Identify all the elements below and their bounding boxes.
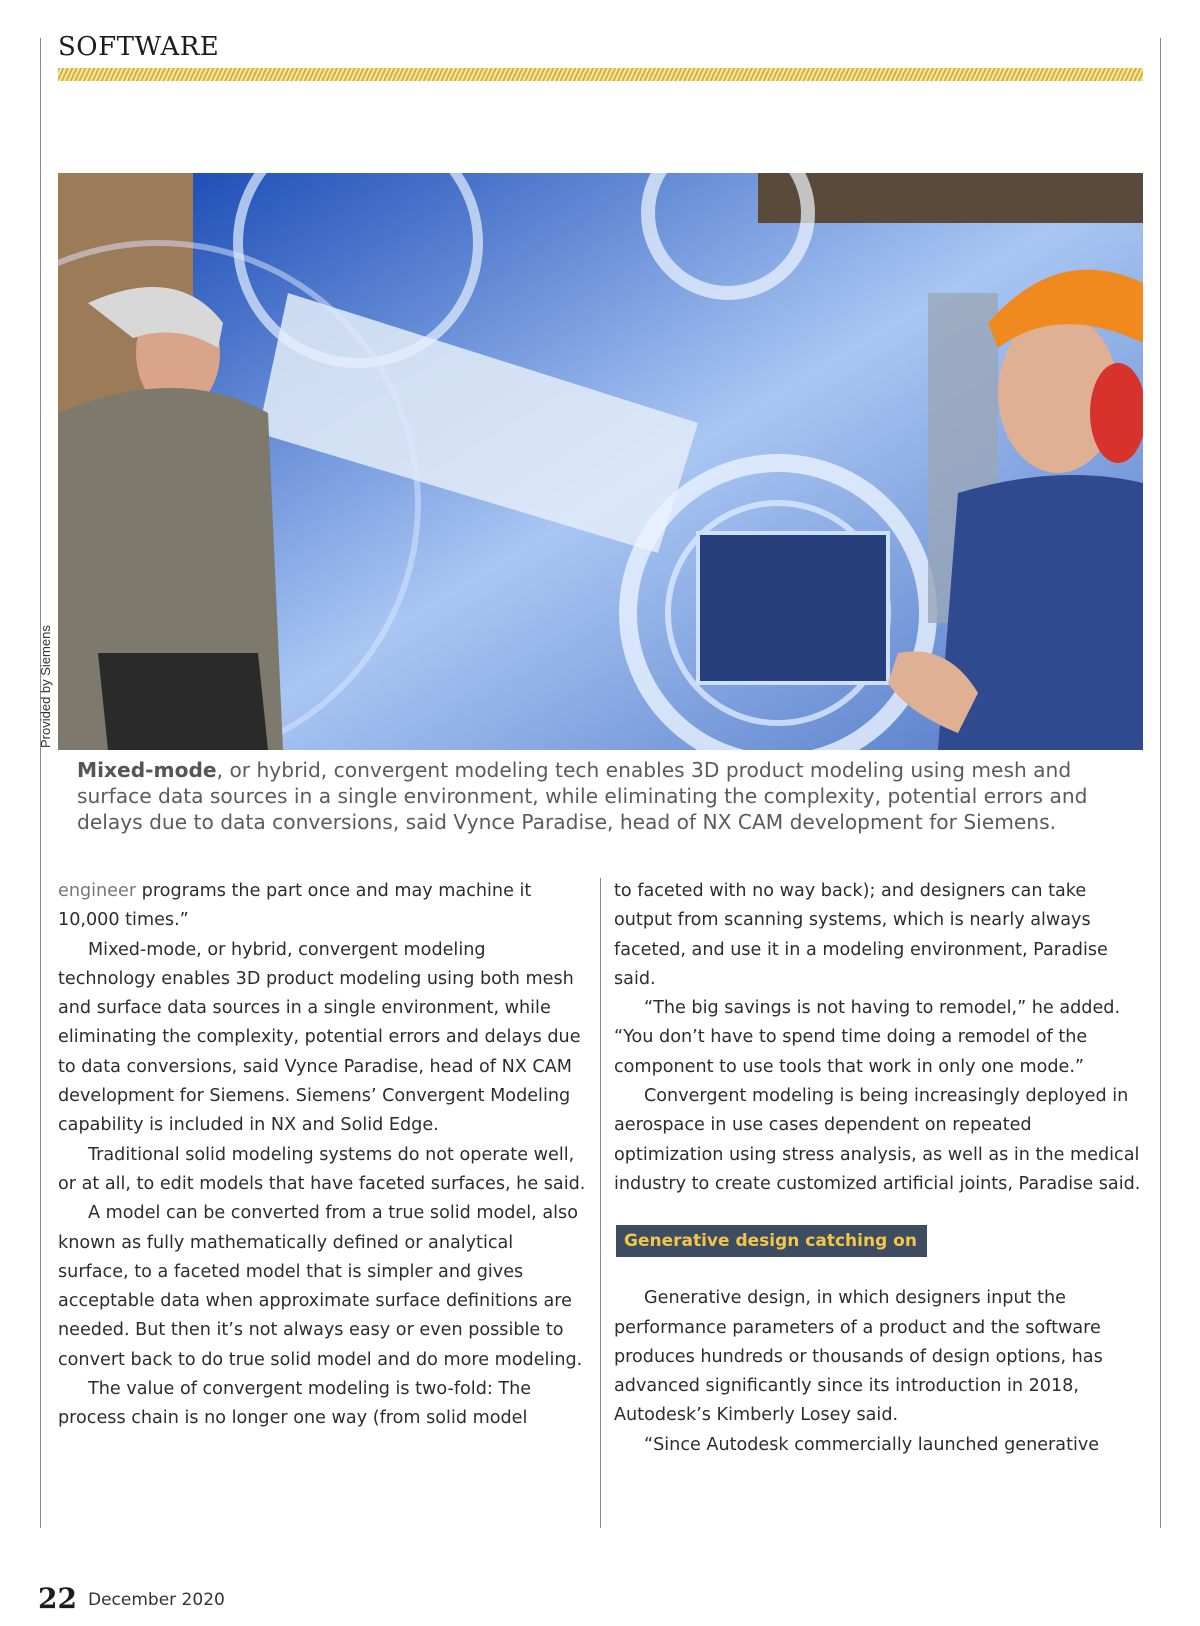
article-column-right [614, 877, 1144, 1460]
paragraph: The value of convergent modeling is two-fold: The process chain is no longer one way (from solid model [58, 1379, 532, 1429]
right-margin-rule [1160, 38, 1161, 1528]
paragraph: “Since Autodesk commercially launched generative [644, 1434, 1100, 1455]
paragraph: Traditional solid modeling systems do not operate well, or at all, to edit models that have faceted surfaces, he said. [58, 1144, 586, 1194]
page-number: 22 [38, 1582, 77, 1615]
paragraph: Generative design, in which designers input the performance parameters of a product and the software produces hundreds or thousands of design options, has advanced significantly since its introduction in 2018, Autodesk’s Kimberly Losey said. [614, 1288, 1103, 1426]
article-photo [58, 173, 1143, 750]
photo-credit: Provided by Siemens [38, 625, 53, 748]
paragraph: “The big savings is not having to remodel,” he added. “You don’t have to spend time doing a remodel of the component to use tools that work in only one mode.” [614, 998, 1121, 1077]
paragraph: A model can be converted from a true solid model, also known as fully mathematically defined or analytical surface, to a faceted model that is simpler and gives acceptable data when approximate surface definitions are needed. But then it’s not always easy or even possible to convert back to do true solid model and do more modeling. [58, 1203, 583, 1370]
section-subhead: Generative design catching on [616, 1225, 927, 1257]
caption-text: , or hybrid, convergent modeling tech enables 3D product modeling using mesh and surface data sources in a single environment, while eliminating the complexity, potential errors and delays due to data conversions, said Vynce Paradise, head of NX CAM development for Siemens. [77, 758, 1088, 834]
paragraph [58, 877, 588, 936]
paragraph: Mixed-mode, or hybrid, convergent modeling technology enables 3D product modeling using both mesh and surface data sources in a single environment, while eliminating the complexity, potential errors and delays due to data conversions, said Vynce Paradise, head of NX CAM development for Siemens. Siemens’ Convergent Modeling capability is included in NX and Solid Edge. [58, 939, 581, 1136]
photo-caption [77, 757, 1142, 835]
issue-date: December 2020 [88, 1590, 225, 1610]
header-hatch-band [58, 68, 1143, 81]
paragraph: to faceted with no way back); and designers can take output from scanning systems, which is nearly always faceted, and use it in a modeling environment, Paradise said. [614, 881, 1108, 989]
caption-lead: Mixed-mode [77, 758, 217, 782]
article-column-left [58, 877, 588, 1434]
section-title: SOFTWARE [58, 32, 220, 62]
column-divider [600, 878, 601, 1528]
photo-illustration [58, 173, 1143, 750]
left-margin-rule [40, 38, 41, 1528]
continued-word: engineer [58, 881, 137, 901]
paragraph-text: programs the part once and may machine it 10,000 times.” [58, 881, 532, 931]
paragraph: Convergent modeling is being increasingly deployed in aerospace in use cases dependent on repeated optimization using stress analysis, as well as in the medical industry to create customized artificial joints, Paradise said. [614, 1086, 1141, 1194]
